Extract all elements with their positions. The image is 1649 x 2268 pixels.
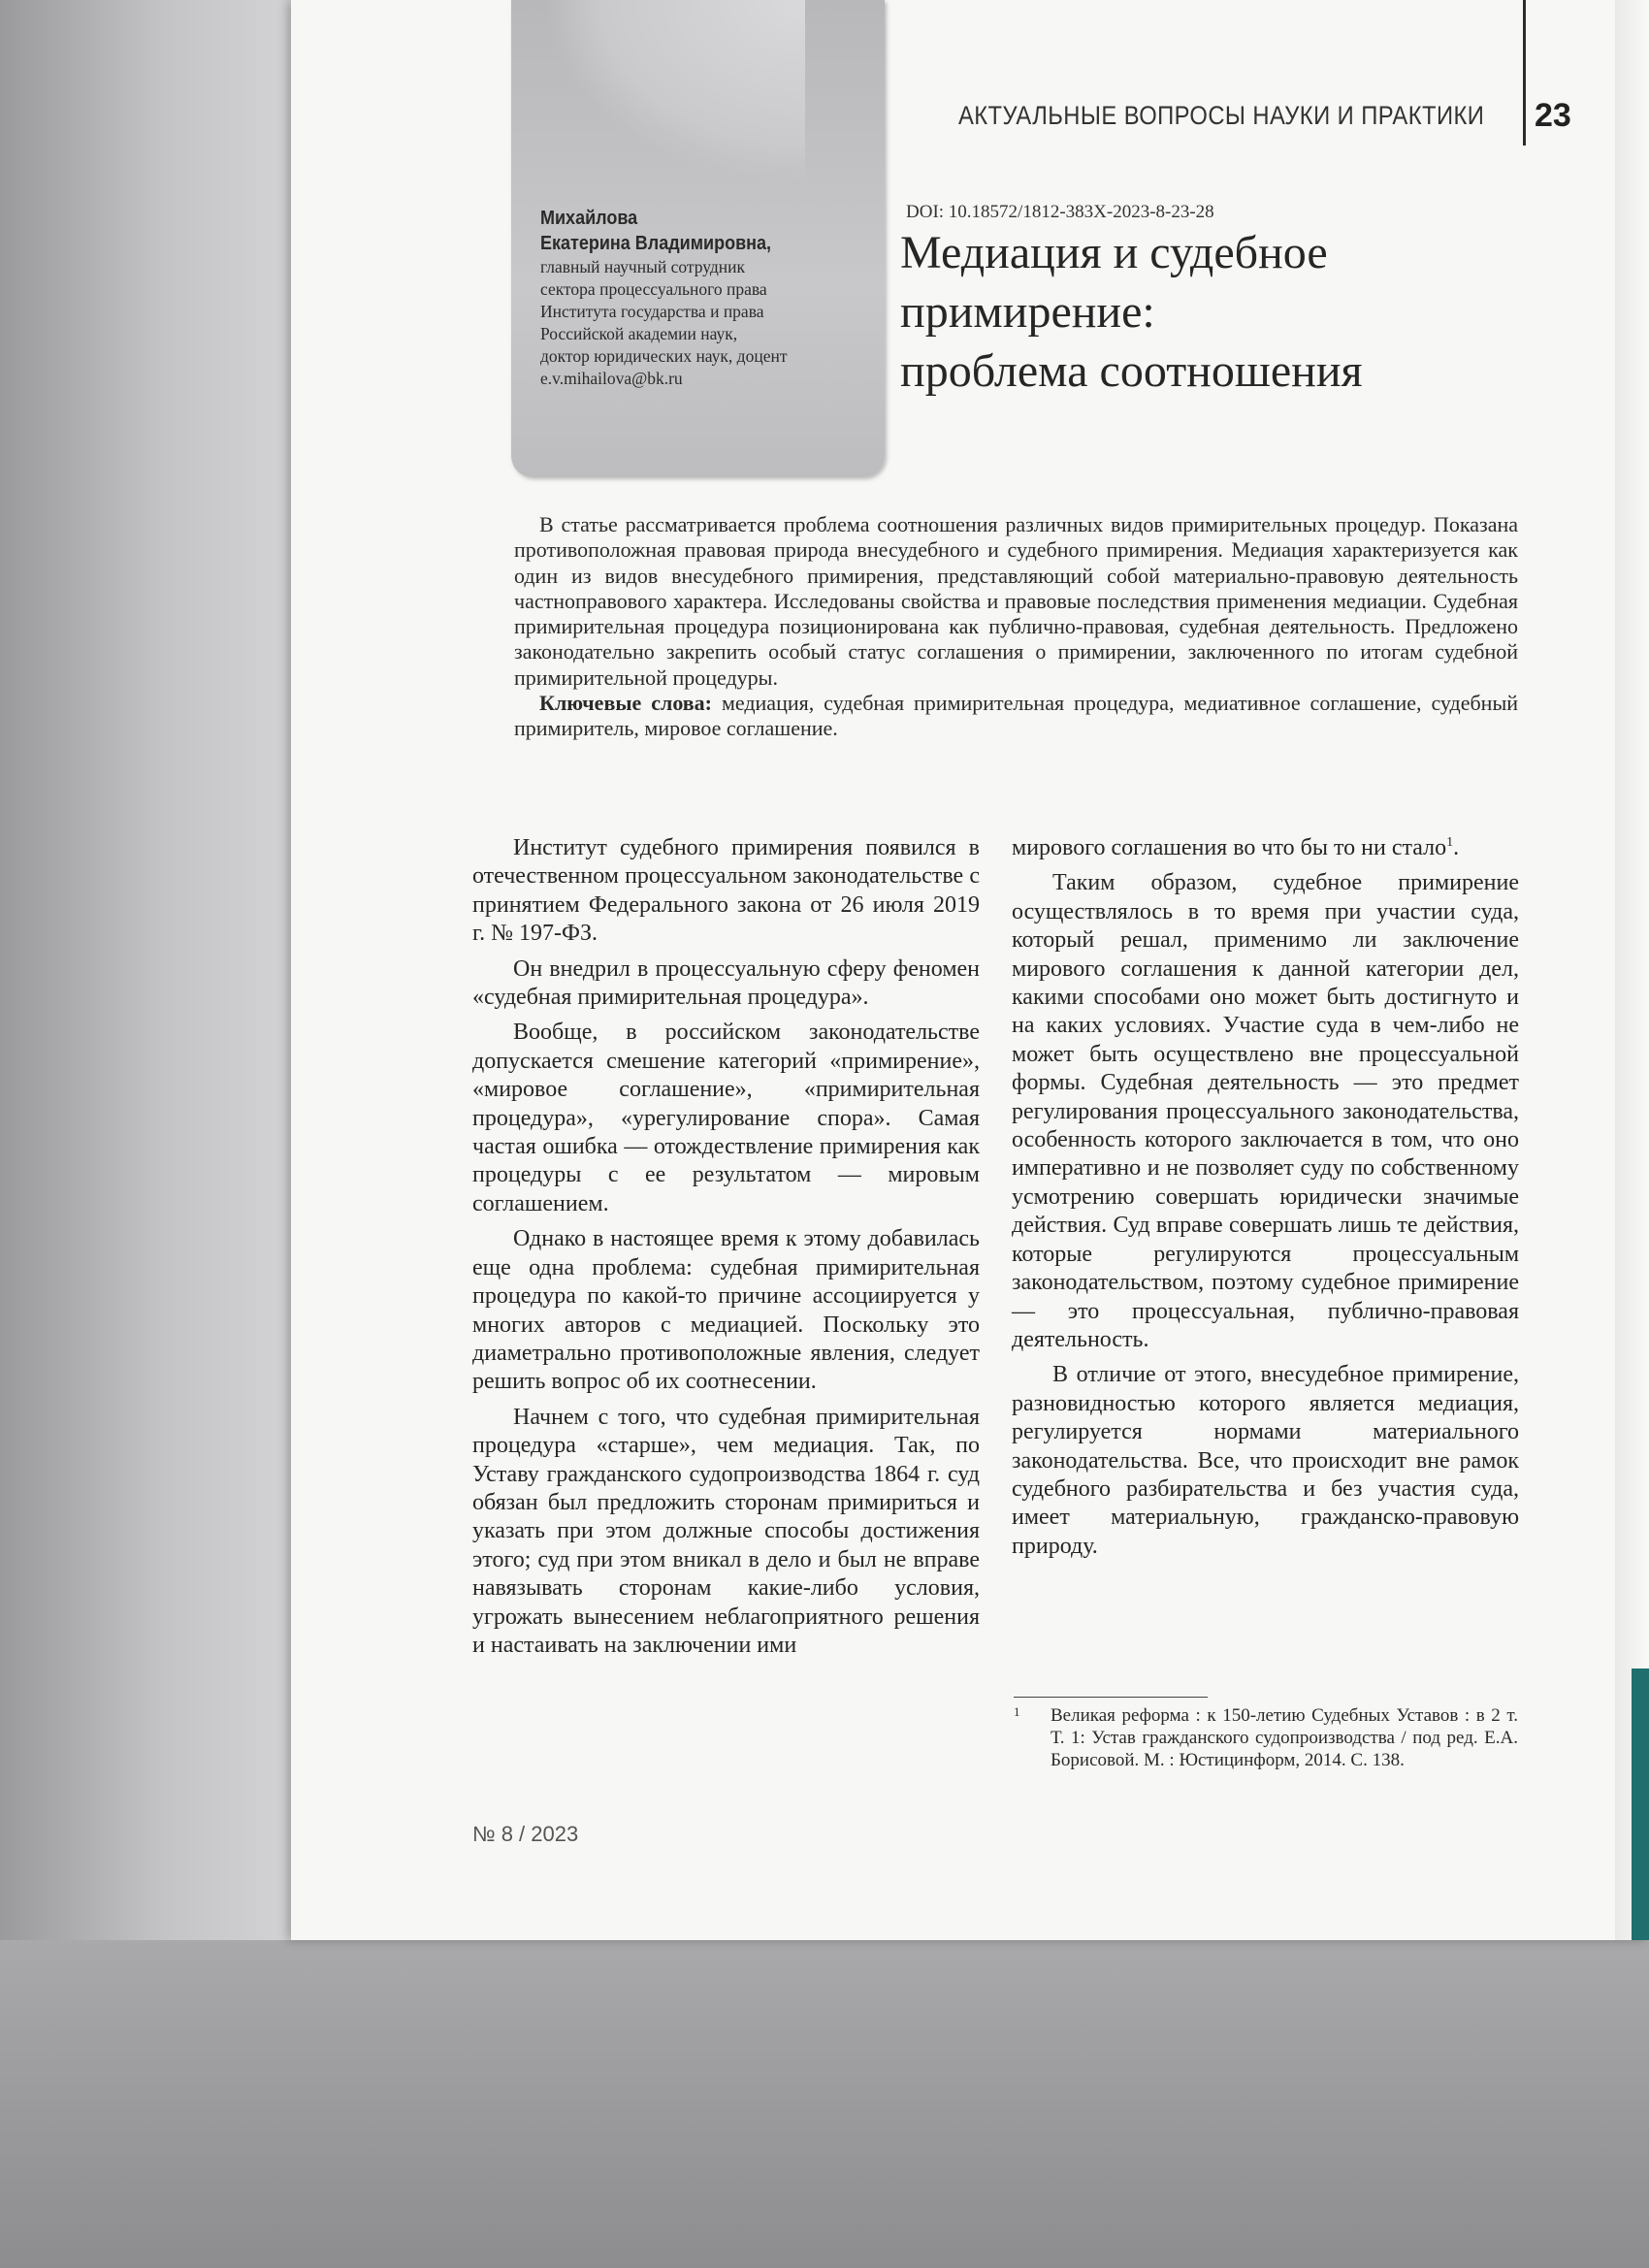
article-title xyxy=(900,223,1424,401)
running-title: АКТУАЛЬНЫЕ ВОПРОСЫ НАУКИ И ПРАКТИКИ xyxy=(957,101,1484,130)
author-info xyxy=(540,206,875,390)
paragraph: Однако в настоящее время к этому добавилась еще одна проблема: судебная примирительная процедура по какой-то причине ассоциируется у многих авторов с медиацией. Поскольку это диаметрально противоположные явления, следует решить вопрос об их соотнесении. xyxy=(472,1226,980,1395)
page-edge xyxy=(1615,0,1649,1940)
paragraph: Таким образом, судебное примирение осуществлялось в то время при участии суда, который решал, применимо ли заключение мирового соглашения к данной категории дел, какими способами оно может быть достигнуто и на каких условиях. Участие суда в чем-либо не может быть осуществлено вне процессуальной формы. Судебная деятельность — это предмет регулирования процессуального законодательства, особенность которого заключается в том, что оно императивно и не позволяет суду по собственному усмотрению совершать юридически значимые действия. Суд вправе совершать лишь те действия, которые регулируются процессуальным законодательством, поэтому судебное примирение — это процессуальная, публично-правовая деятельность. xyxy=(1012,870,1519,1352)
author-detail: доктор юридических наук, доцент xyxy=(540,346,788,366)
card-page-curl xyxy=(543,0,805,184)
paragraph-continuation: мирового соглашения во что бы то ни стало$^1$. xyxy=(1012,835,1460,860)
author-given-names: Екатерина Владимировна, xyxy=(540,233,772,254)
author-surname: Михайлова xyxy=(540,208,638,229)
article-title-line: Медиация и судебное xyxy=(900,227,1328,278)
footnote-reference[interactable]: 1 xyxy=(1446,835,1454,850)
keywords xyxy=(514,691,1518,742)
footnote xyxy=(1014,1704,1518,1771)
page-number: 23 xyxy=(1535,97,1571,134)
paragraph: Он внедрил в процессуальную сферу феномен «судебная примирительная процедура». xyxy=(472,956,980,1011)
article-title-line: примирение: xyxy=(900,286,1155,338)
body-column-left xyxy=(472,834,980,1667)
scan-background-bottom xyxy=(0,1940,1649,2268)
body-column-right xyxy=(1012,834,1519,1568)
author-detail: сектора процессуального права xyxy=(540,279,767,299)
footnote-divider xyxy=(1014,1697,1208,1698)
author-detail: главный научный сотрудник xyxy=(540,257,746,276)
article-title-line: проблема соотношения xyxy=(900,345,1363,397)
issue-number: № 8 / 2023 xyxy=(472,1822,579,1846)
keywords-list: медиация, судебная примирительная процедура, медиативное соглашение, судебный примиритель, мировое соглашение. xyxy=(514,691,1519,741)
keywords-label: Ключевые слова: xyxy=(539,691,712,716)
paragraph: Вообще, в российском законодательстве допускается смешение категорий «примирение», «мировое соглашение», «примирительная процедура», «урегулирование спора». Самая частая ошибка — отождествление примирения как процедуры с ее результатом — мировым соглашением. xyxy=(472,1020,980,1216)
abstract xyxy=(514,512,1518,742)
paragraph: Начнем с того, что судебная примирительная процедура «старше», чем медиация. Так, по Уставу гражданского судопроизводства 1864 г. суд обязан был предложить сторонам примириться и указать при этом должные способы достижения этого; суд при этом вникал в дело и был не вправе навязывать сторонам какие-либо условия, угрожать вынесением неблагоприятного решения и настаивать на заключении ими xyxy=(472,1404,980,1658)
footnote-number: 1 xyxy=(1014,1704,1020,1719)
doi: DOI: 10.18572/1812-383X-2023-8-23-28 xyxy=(906,202,1214,222)
paragraph: Институт судебного примирения появился в отечественном процессуальном законодательстве с принятием Федерального закона от 26 июля 2019 г. № 197-ФЗ. xyxy=(472,835,980,947)
author-email: e.v.mihailova@bk.ru xyxy=(540,369,683,388)
abstract-text: В статье рассматривается проблема соотношения различных видов примирительных процедур. Показана противоположная правовая природа внесудебного и судебного примирения. Медиация характеризуется как один из видов внесудебного примирения, представляющий собой материально-правовую деятельность частноправового характера. Исследованы свойства и правовые последствия применения медиации. Судебная примирительная процедура позиционирована как публично-правовая, судебная деятельность. Предложено законодательно закрепить особый статус соглашения о примирении, заключенного по итогам судебной примирительной процедуры. xyxy=(514,512,1518,690)
author-detail: Российской академии наук, xyxy=(540,324,738,343)
author-detail: Института государства и права xyxy=(540,302,764,321)
footnote-text: Великая реформа : к 150-летию Судебных Уставов : в 2 т. Т. 1: Устав гражданского судопроизводства / под ред. Е.А. Борисовой. М. : Юстицинформ, 2014. С. 138. xyxy=(1051,1705,1518,1770)
continuation-text: мирового соглашения во что бы то ни стало xyxy=(1012,835,1447,860)
paragraph: В отличие от этого, внесудебное примирение, разновидностью которого является медиация, регулируется нормами материального законодательства. Все, что происходит вне рамок судебного разбирательства и без участия суда, имеет материальную, гражданско-правовую природу. xyxy=(1012,1362,1519,1559)
header-divider xyxy=(1523,0,1526,146)
cover-edge xyxy=(1632,1669,1649,1940)
